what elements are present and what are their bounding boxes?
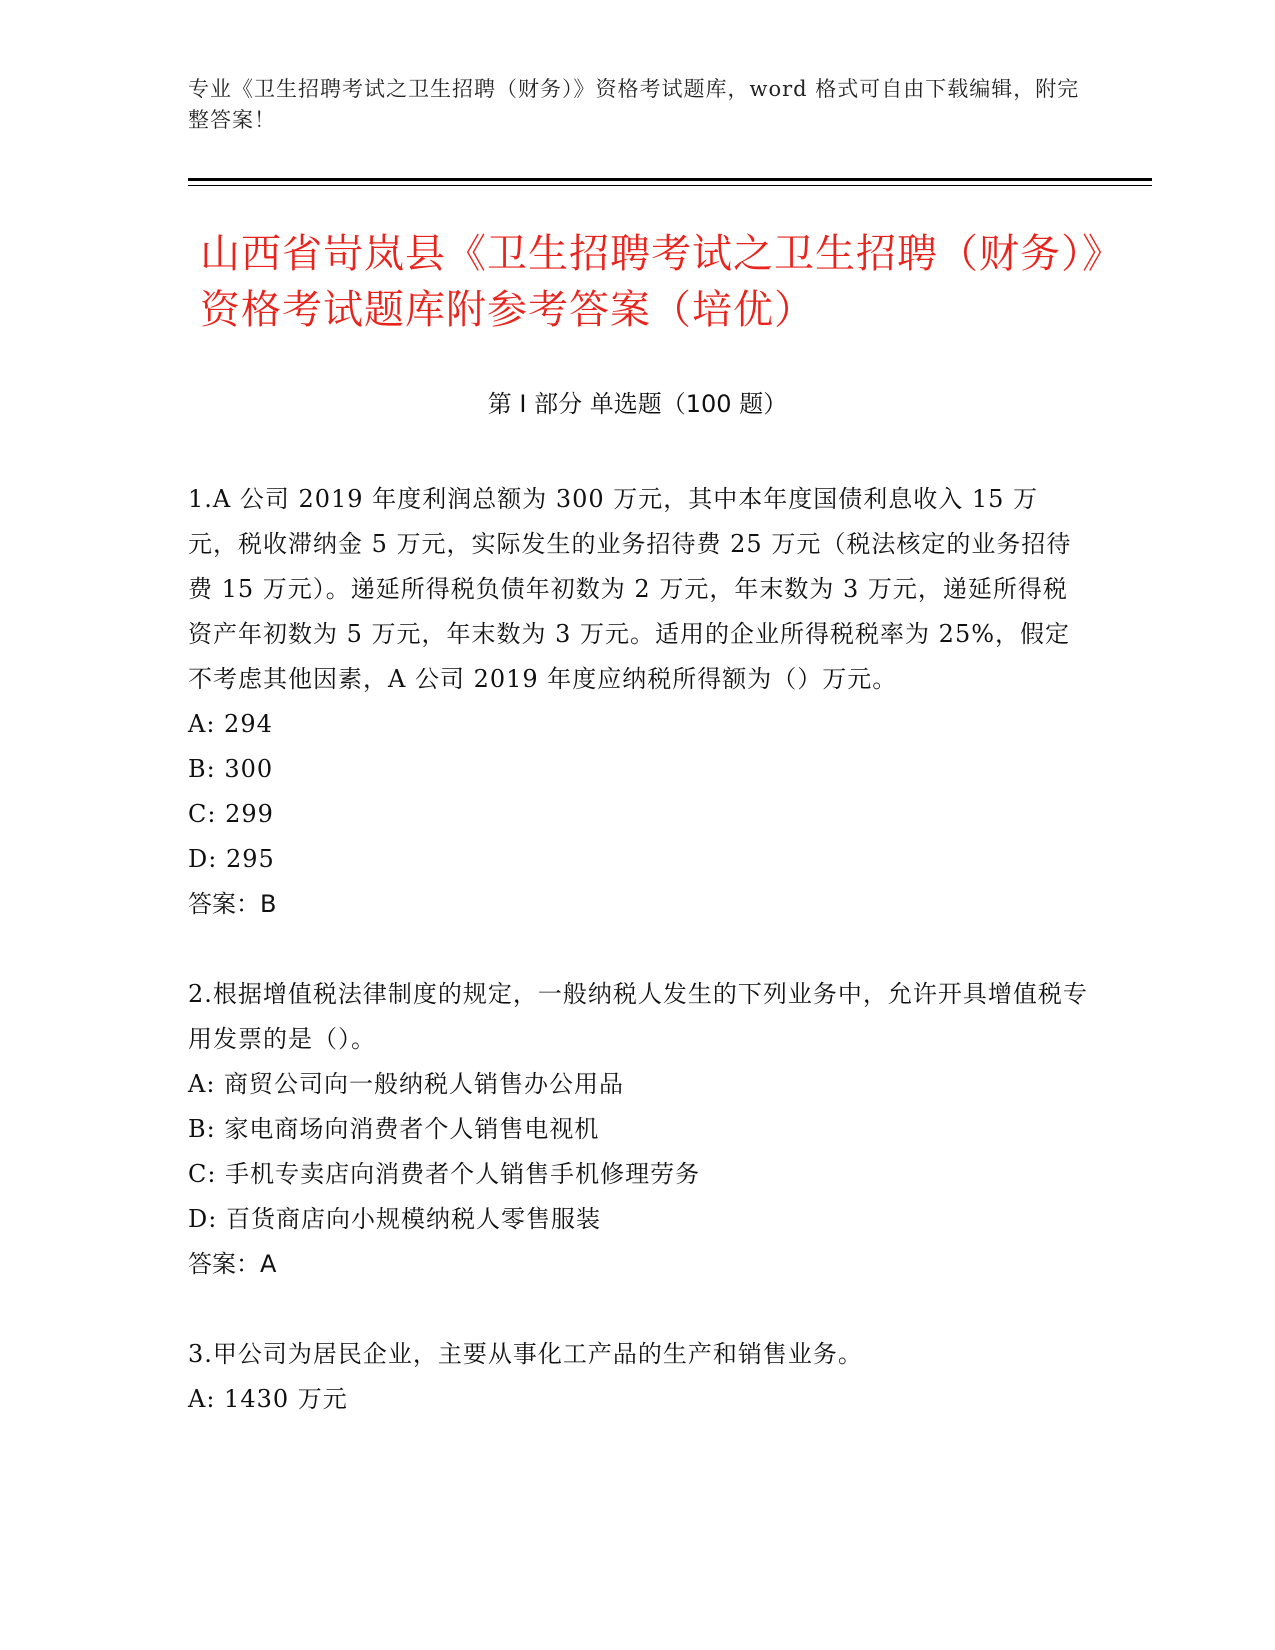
question-spacer xyxy=(188,1287,1088,1332)
option-a: A: 1430 万元 xyxy=(188,1385,348,1413)
option-b: B: 300 xyxy=(188,755,274,783)
question-spacer xyxy=(188,927,1088,972)
question-list xyxy=(188,477,1088,1422)
option-c: C: 299 xyxy=(188,800,274,828)
document-title: 山西省岢岚县《卫生招聘考试之卫生招聘（财务）》资格考试题库附参考答案（培优） xyxy=(200,231,1103,333)
question-item xyxy=(188,1332,1088,1422)
option-b: B: 家电商场向消费者个人销售电视机 xyxy=(188,1115,600,1143)
question-stem: 1.A 公司 2019 年度利润总额为 300 万元，其中本年度国债利息收入 15 万元，税收滞纳金 5 万元，实际发生的业务招待费 25 万元（税法核定的业务招待费 15 万元）。递延所得税负债年初数为 2 万元，年末数为 3 万元，递延所得税资产年初数为 5 万元，年末数为 3 万元。适用的企业所得税税率为 25%，假定不考虑其他因素，A 公司 2019 年度应纳税所得额为（）万元。 xyxy=(188,485,1072,693)
section-title: 第 I 部分 单选题（100 题） xyxy=(487,390,788,418)
option-d: D: 295 xyxy=(188,845,275,873)
header-divider-thin xyxy=(188,185,1152,186)
answer-label: 答案：A xyxy=(188,1250,277,1278)
option-a: A: 294 xyxy=(188,710,273,738)
option-d: D: 百货商店向小规模纳税人零售服装 xyxy=(188,1205,601,1233)
option-a: A: 商贸公司向一般纳税人销售办公用品 xyxy=(188,1070,625,1098)
question-stem: 3.甲公司为居民企业，主要从事化工产品的生产和销售业务。 xyxy=(188,1340,863,1368)
header-divider-thick xyxy=(188,178,1152,181)
answer-label: 答案：B xyxy=(188,890,277,918)
header-note: 专业《卫生招聘考试之卫生招聘（财务）》资格考试题库，word 格式可自由下载编辑，附完整答案！ xyxy=(188,77,1080,132)
question-item xyxy=(188,477,1088,927)
question-stem: 2.根据增值税法律制度的规定，一般纳税人发生的下列业务中，允许开具增值税专用发票的是（）。 xyxy=(188,980,1088,1053)
option-c: C: 手机专卖店向消费者个人销售手机修理劳务 xyxy=(188,1160,701,1188)
question-item xyxy=(188,972,1088,1287)
